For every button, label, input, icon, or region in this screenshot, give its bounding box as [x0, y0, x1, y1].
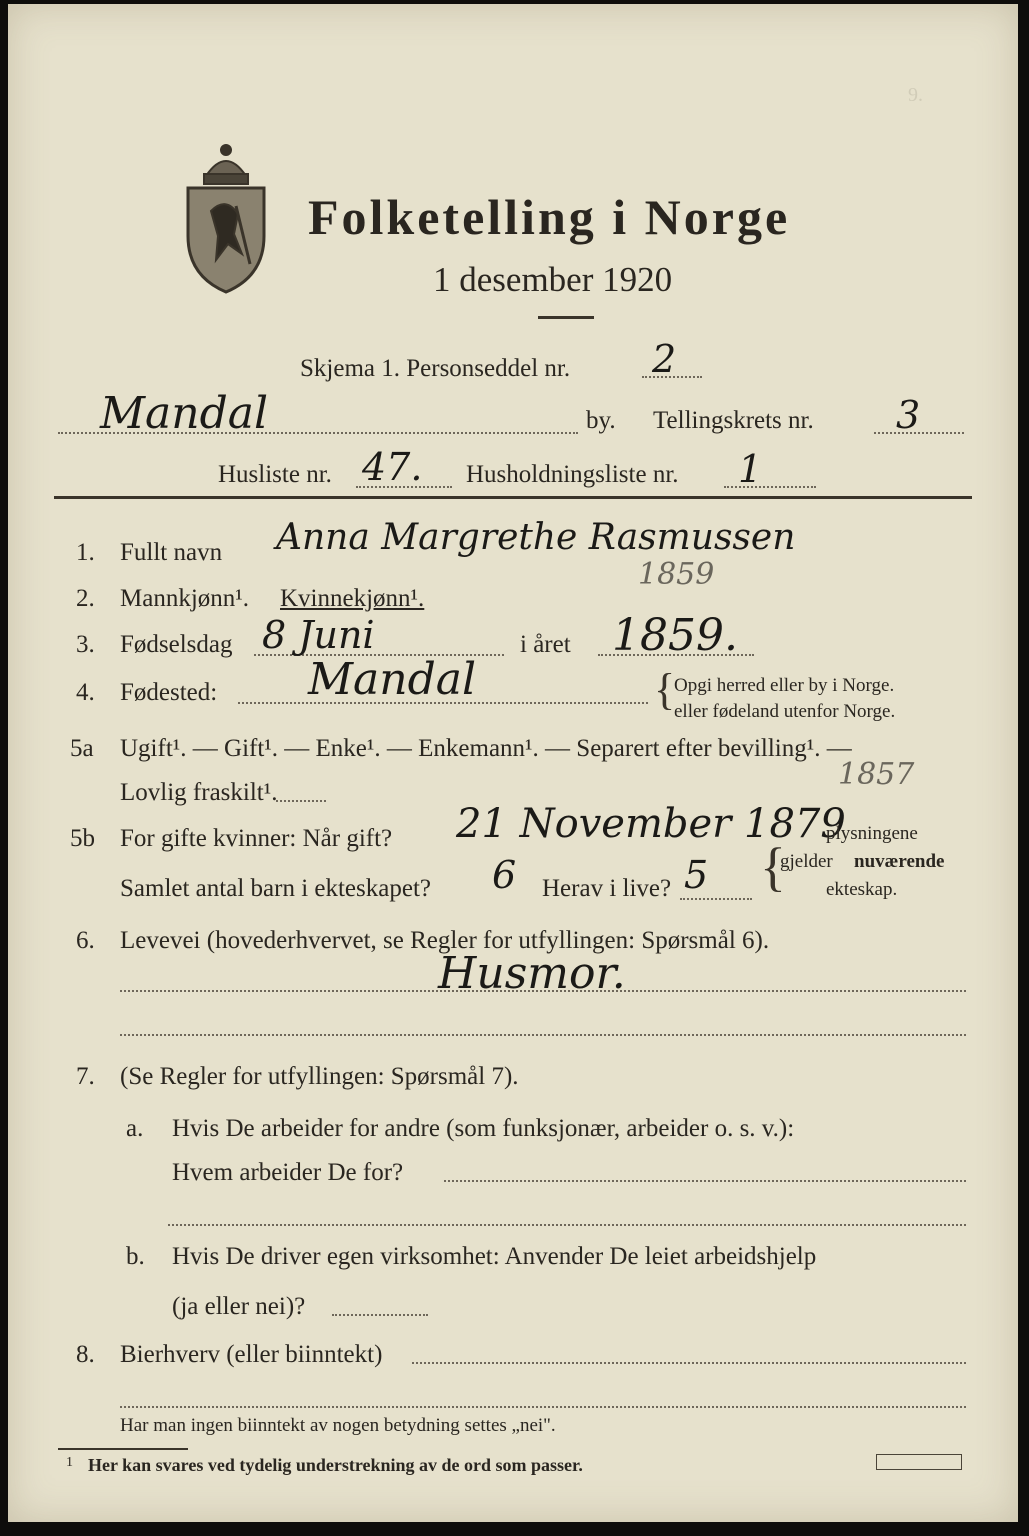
- q6-number: 6.: [76, 927, 95, 954]
- q6-label: Levevei (hovederhvervet, se Regler for utfyllingen: Spørsmål 6).: [120, 927, 770, 954]
- q5b-value: 21 November 1879: [456, 801, 846, 847]
- q5b-brace: {: [760, 837, 786, 897]
- schema-nr-value: 2: [652, 337, 677, 381]
- q7-number: 7.: [76, 1063, 95, 1090]
- q5b-alive-label: Herav i live?: [542, 875, 672, 902]
- place-line: [58, 432, 578, 434]
- q8-line-2: [120, 1406, 966, 1408]
- q4-brace: {: [654, 665, 676, 714]
- q3-number: 3.: [76, 631, 95, 658]
- q5b-children-value: 6: [492, 853, 517, 897]
- bleed-through-text: 9.: [908, 84, 923, 106]
- q6-line-1: [120, 990, 966, 992]
- husholdning-label: Husholdningsliste nr.: [466, 461, 679, 488]
- q2-male-label: Mannkjønn¹.: [120, 585, 250, 612]
- printer-mark: [876, 1454, 962, 1470]
- q7-label: (Se Regler for utfyllingen: Spørsmål 7).: [120, 1063, 519, 1090]
- q1-label: Fullt navn: [120, 539, 223, 566]
- q8-label: Bierhverv (eller biinntekt): [120, 1341, 383, 1368]
- q7a-text: Hvis De arbeider for andre (som funksjonær, arbeider o. s. v.):: [172, 1115, 795, 1142]
- schema-label: Skjema 1. Personseddel nr.: [300, 355, 571, 382]
- q1-value: Anna Margrethe Rasmussen: [276, 517, 796, 558]
- form-date: 1 desember 1920: [433, 260, 673, 299]
- q4-number: 4.: [76, 679, 95, 706]
- q7b-text: Hvis De driver egen virksomhet: Anvender De leiet arbeidshjelp: [172, 1243, 817, 1270]
- q2-female-label: Kvinnekjønn¹.: [280, 585, 425, 612]
- q4-label: Fødested:: [120, 679, 218, 706]
- census-form-sheet: [8, 4, 1018, 1522]
- husliste-value: 47.: [362, 445, 423, 489]
- coat-of-arms-icon: [176, 136, 276, 296]
- q5b-number: 5b: [70, 825, 95, 852]
- q3-year: 1859.: [612, 610, 738, 661]
- footnote-text: Her kan svares ved tydelig understrekning av de ord som passer.: [88, 1455, 583, 1475]
- q5b-label: For gifte kvinner: Når gift?: [120, 825, 393, 852]
- q4-value: Mandal: [308, 654, 477, 705]
- q7b-question: (ja eller nei)?: [172, 1293, 306, 1320]
- q3-day: 8 Juni: [262, 613, 375, 657]
- q5b-side-2a: gjelder: [780, 851, 833, 872]
- krets-value: 3: [896, 393, 921, 437]
- q1-number: 1.: [76, 539, 95, 566]
- footnote-mark: 1: [66, 1455, 73, 1470]
- q5b-alive-line: [680, 898, 752, 900]
- q2-note: 1859: [638, 557, 715, 592]
- footnote-rule: [58, 1448, 188, 1450]
- q3-label: Fødselsdag: [120, 631, 233, 658]
- q7a-letter: a.: [126, 1115, 144, 1142]
- q7a-question: Hvem arbeider De for?: [172, 1159, 404, 1186]
- q8-line-1: [412, 1362, 966, 1364]
- q7a-line-2: [168, 1224, 966, 1226]
- q5b-alive-value: 5: [684, 853, 709, 897]
- krets-label: Tellingskrets nr.: [653, 407, 814, 434]
- header-rule: [54, 496, 972, 499]
- q4-hint-2: eller fødeland utenfor Norge.: [674, 701, 896, 722]
- q5a-options-2: Lovlig fraskilt¹.: [120, 779, 278, 806]
- q4-hint-1: Opgi herred eller by i Norge.: [674, 675, 895, 696]
- husliste-label: Husliste nr.: [218, 461, 332, 488]
- q6-line-2: [120, 1034, 966, 1036]
- by-label: by.: [586, 407, 616, 434]
- form-title: Folketelling i Norge: [308, 189, 791, 245]
- q5b-side-1: plysningene: [826, 823, 918, 844]
- place-value: Mandal: [100, 388, 269, 439]
- q5a-number: 5a: [70, 735, 94, 762]
- q8-number: 8.: [76, 1341, 95, 1368]
- husholdning-value: 1: [738, 447, 763, 491]
- q7b-line: [332, 1314, 428, 1316]
- q5b-children-label: Samlet antal barn i ekteskapet?: [120, 875, 431, 902]
- q5a-options: Ugift¹. — Gift¹. — Enke¹. — Enkemann¹. — Separert efter bevilling¹. —: [120, 735, 852, 762]
- q5b-side-3: ekteskap.: [826, 879, 898, 900]
- q6-value: Husmor.: [438, 948, 626, 999]
- q5a-note: 1857: [838, 757, 915, 792]
- q2-number: 2.: [76, 585, 95, 612]
- footer-note: Har man ingen biinntekt av nogen betydning settes „nei".: [120, 1415, 556, 1436]
- q7a-line-1: [444, 1180, 966, 1182]
- title-divider: [538, 316, 594, 319]
- q7b-letter: b.: [126, 1243, 145, 1270]
- q5b-side-2b: nuværende: [854, 851, 945, 872]
- q3-year-label: i året: [520, 631, 571, 658]
- q5a-line: [276, 800, 326, 802]
